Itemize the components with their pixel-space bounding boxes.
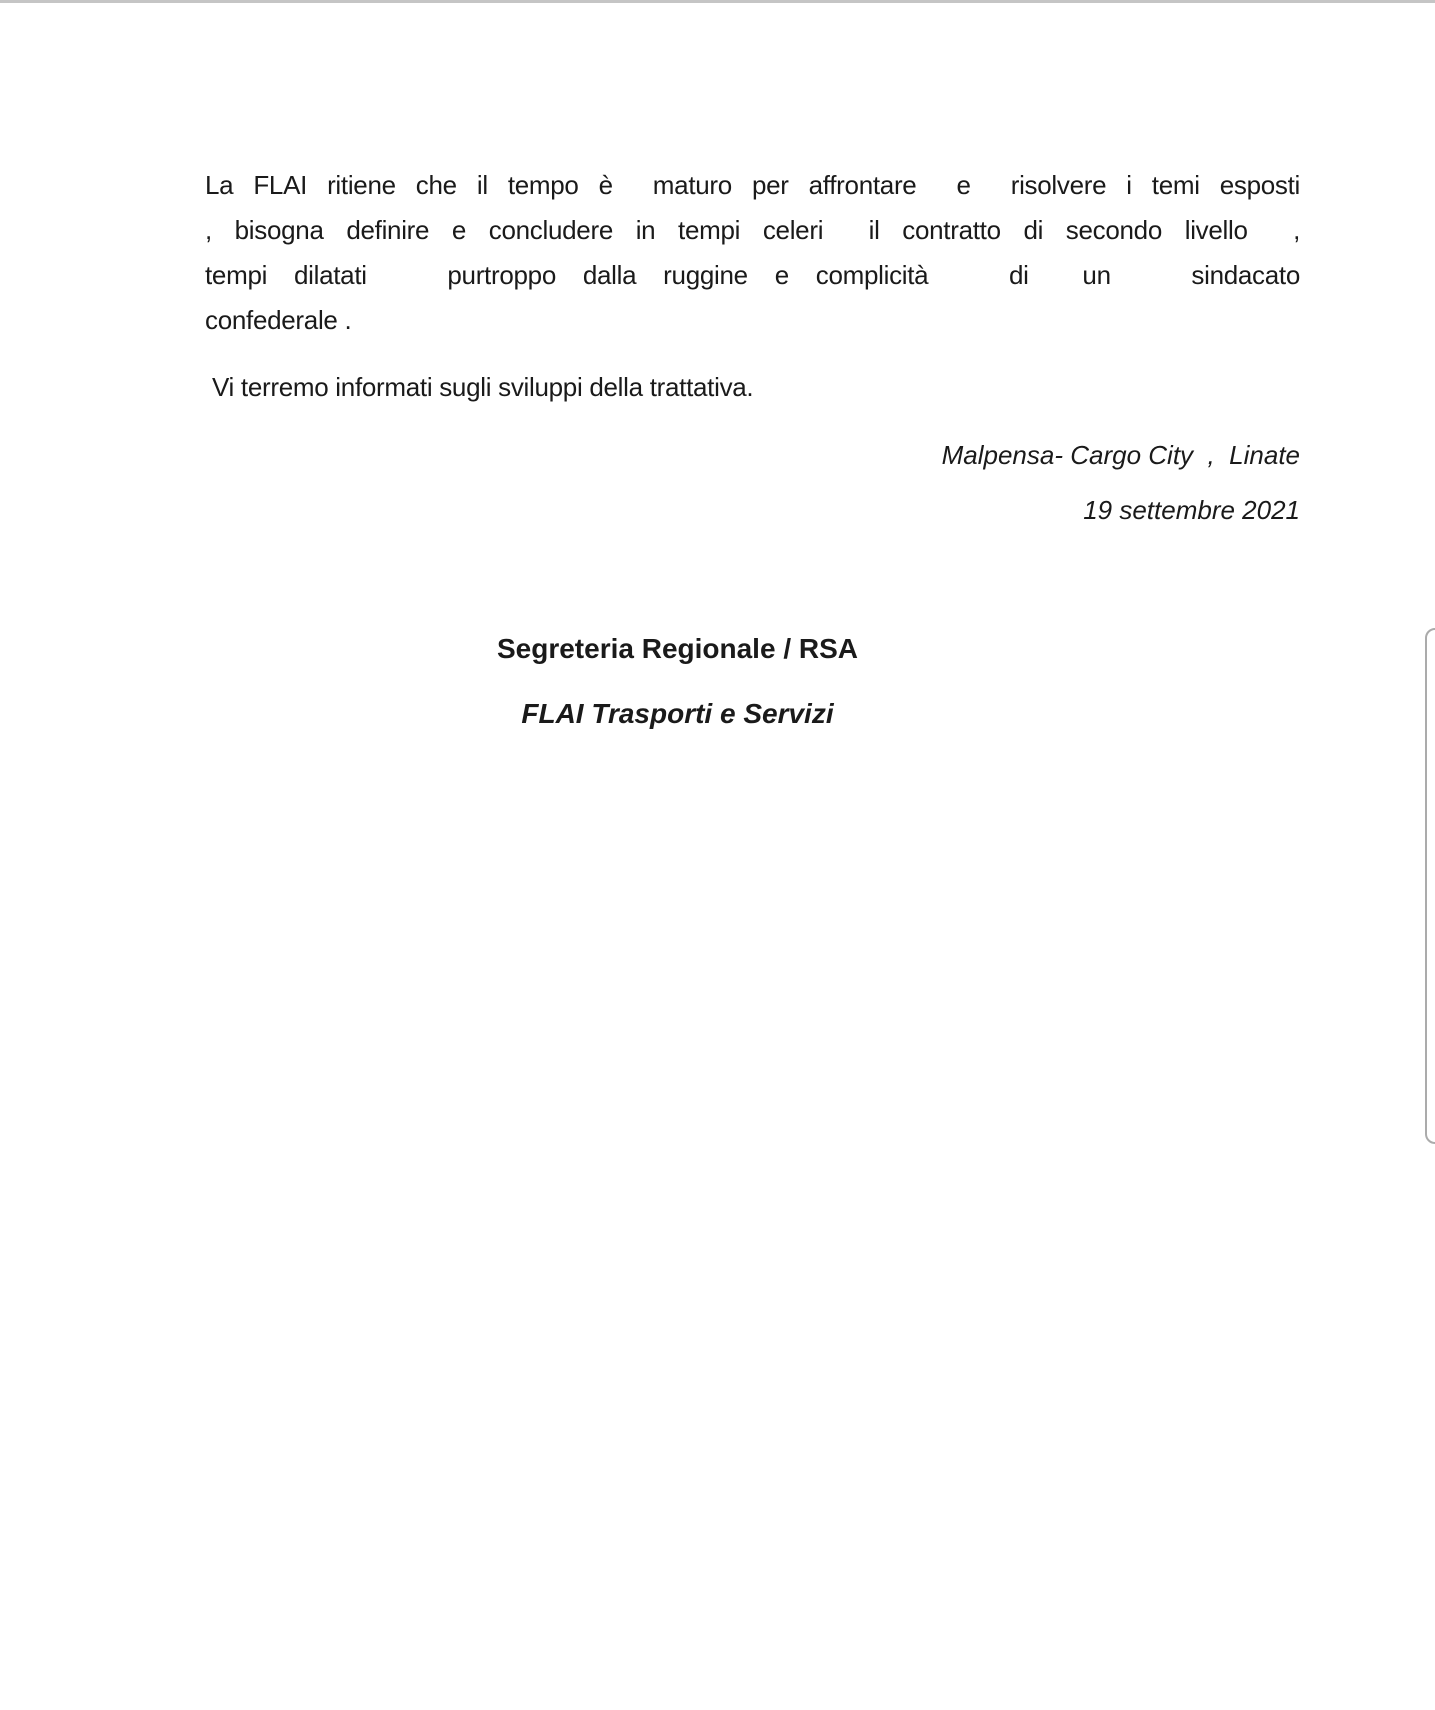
body-paragraph-line: tempi dilatati purtroppo dalla ruggine e complicità di un sindacato	[205, 260, 1300, 290]
place-line: Malpensa- Cargo City , Linate	[941, 440, 1300, 470]
date-line: 19 settembre 2021	[1083, 495, 1300, 525]
scrollbar-thumb[interactable]	[1425, 628, 1435, 1144]
body-paragraph-line: confederale .	[205, 305, 352, 335]
signature-title: Segreteria Regionale / RSA	[496, 633, 858, 664]
body-paragraph-line: , bisogna definire e concludere in tempi celeri il contratto di secondo livello ,	[205, 215, 1300, 245]
body-paragraph-line: La FLAI ritiene che il tempo è maturo per affrontare e risolvere i temi esposti	[205, 170, 1300, 200]
body-paragraph	[205, 163, 1300, 343]
signature-organization: FLAI Trasporti e Servizi	[521, 698, 834, 729]
closing-sentence: Vi terremo informati sugli sviluppi della trattativa.	[205, 372, 754, 402]
top-divider	[0, 0, 1435, 3]
